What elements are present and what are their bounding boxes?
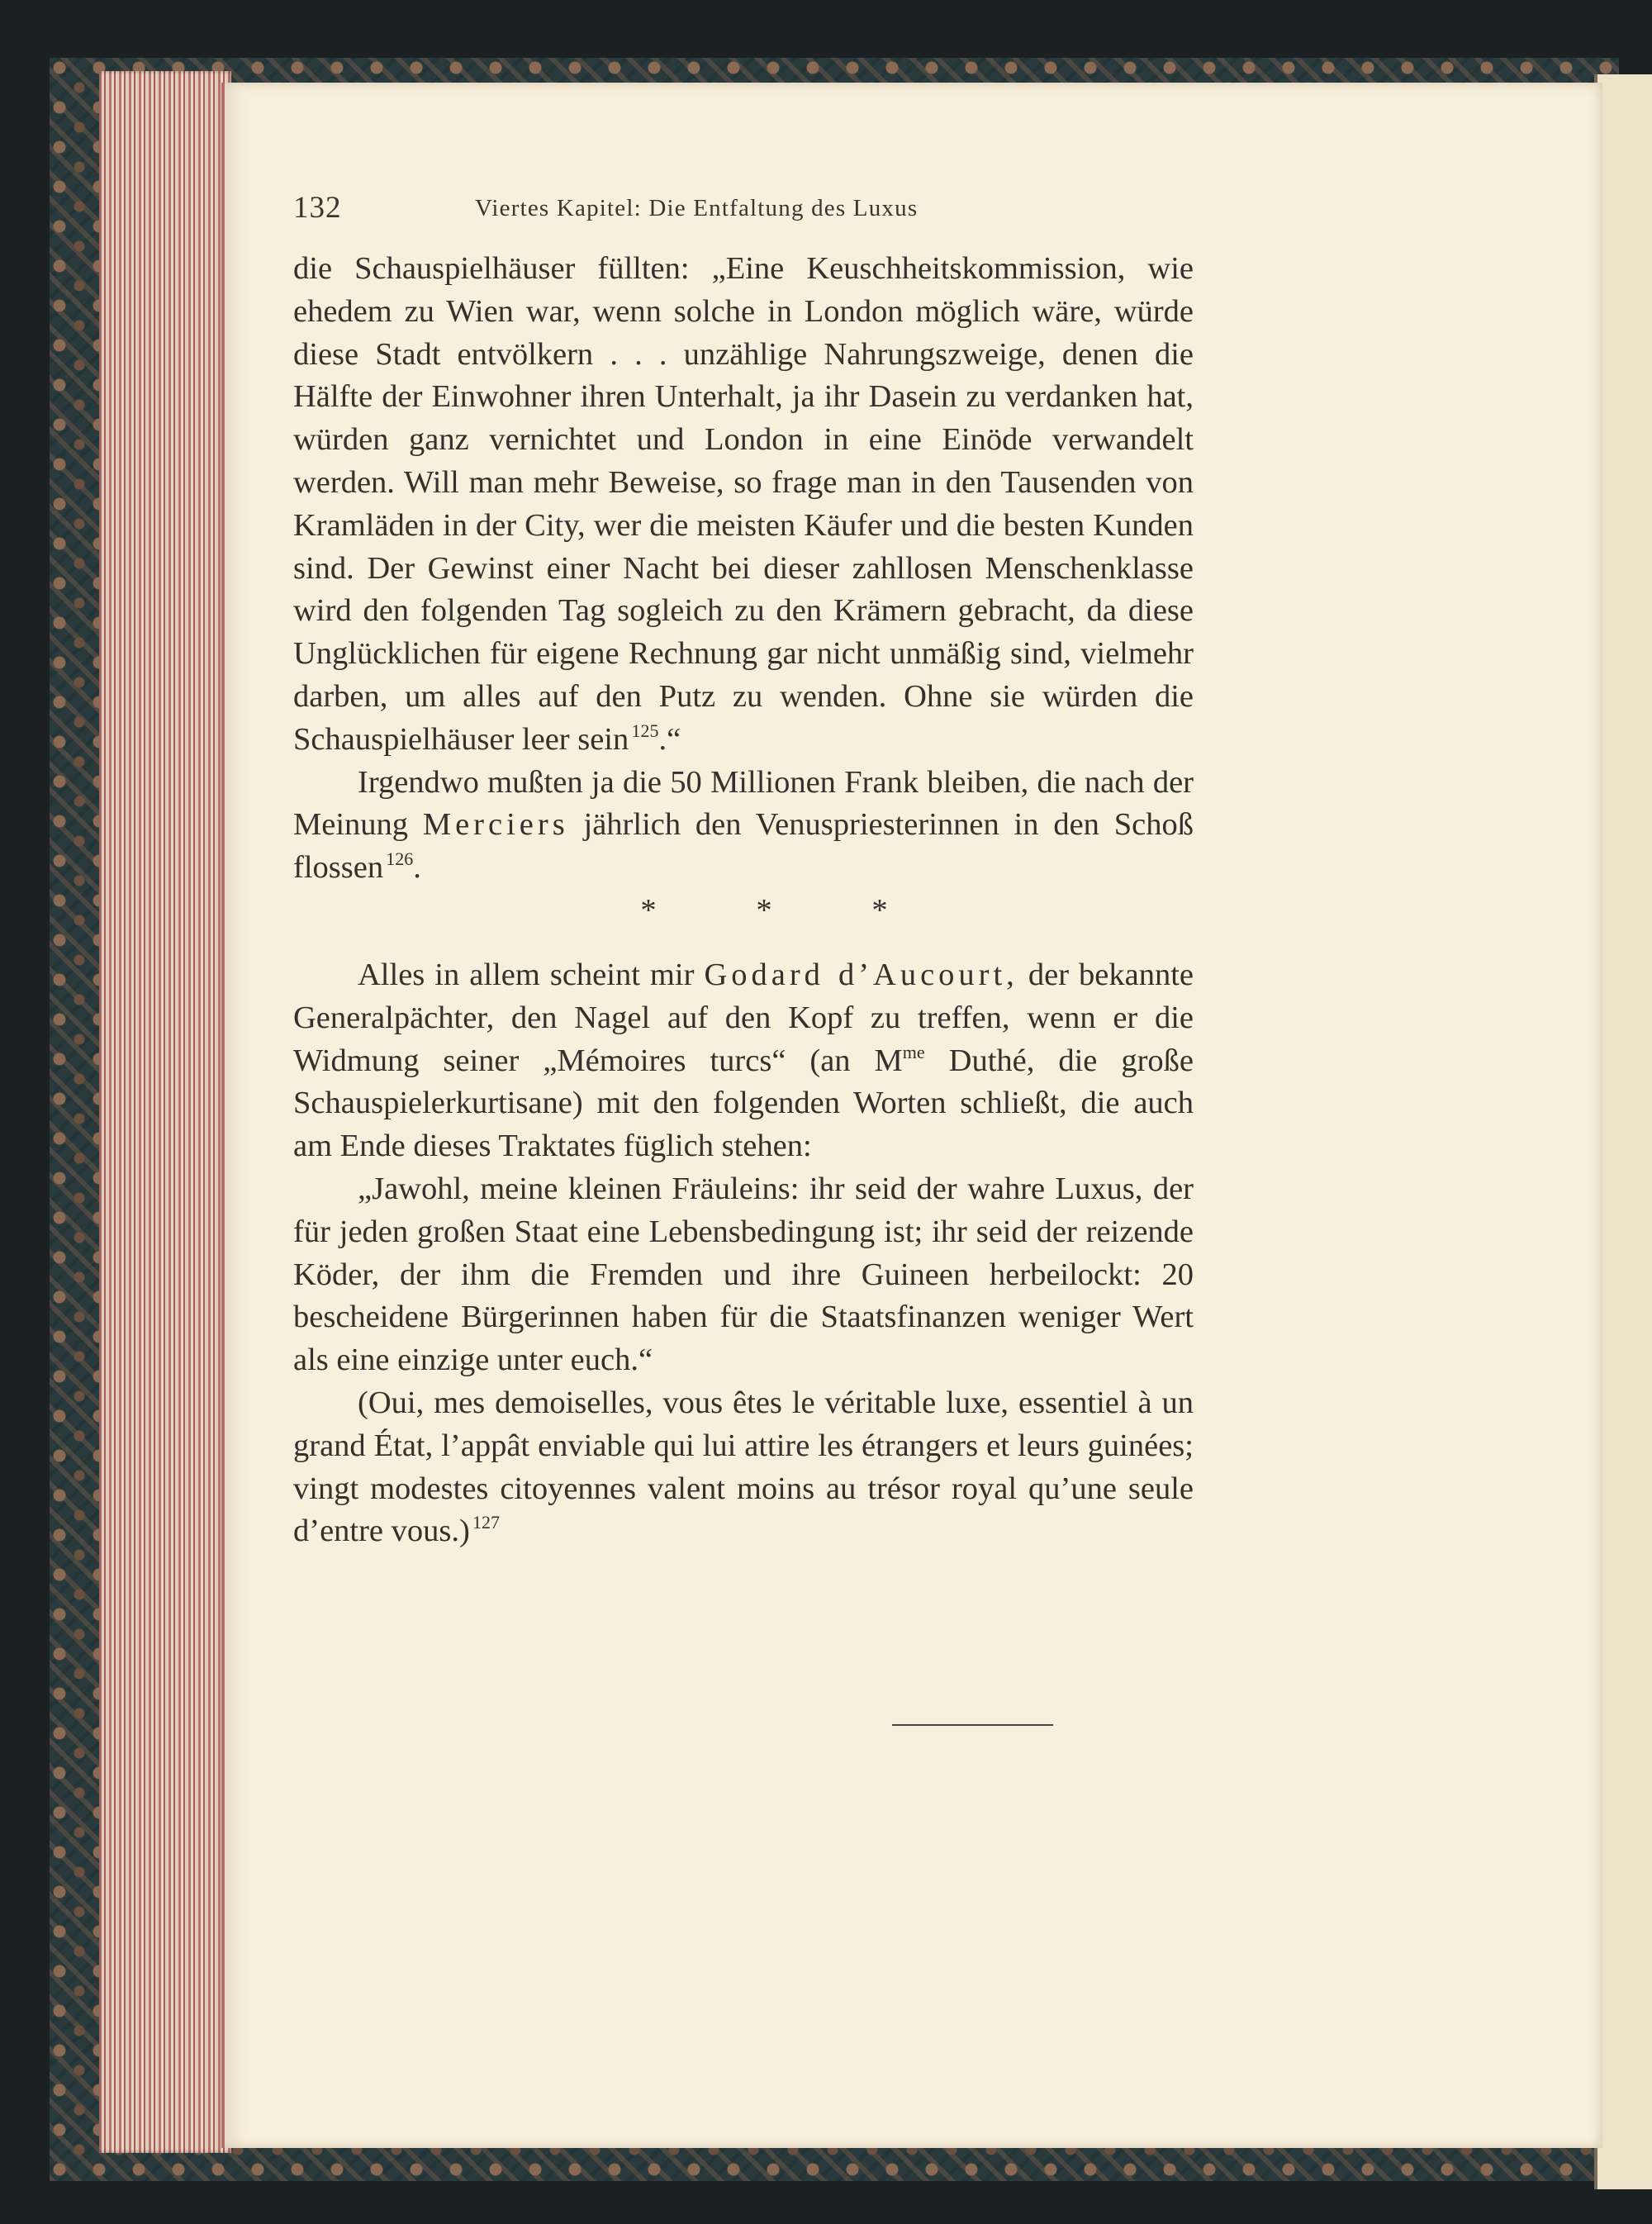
paragraph-text: (Oui, mes demoiselles, vous êtes le véritable luxe, essentiel à un grand État, l’appât enviable qui lui attire les étrangers et leurs guinées; vingt modestes citoyennes valent moins au trésor royal qu’une seule d’entre vous.) [293,1385,1194,1549]
paragraph-text: „Jawohl, meine kleinen Fräuleins: ihr seid der wahre Luxus, der für jeden großen Staat eine Lebensbedingung ist; ihr seid der reizende Köder, der ihm die Fremden und ihre Guineen herbeilockt: 20 bescheidene Bürgerinnen haben für die Staatsfinanzen weniger Wert als eine einzige unter euch.“ [293,1171,1194,1378]
superscript: me [902,1041,925,1062]
asterisk: * [871,892,888,928]
section-separator [293,890,1194,933]
paragraph-text: die Schauspielhäuser füllten: „Eine Keuschheitskommission, wie ehedem zu Wien war, wenn solche in London möglich wäre, würde diese Stadt entvölkern . . . unzählige Nahrungszweige, denen die Hälfte der Einwohner ihren Unterhalt, ja ihr Dasein zu verdanken hat, würden ganz vernichtet und London in eine Einöde verwandelt werden. Will man mehr Beweise, so frage man in den Tausenden von Kramläden in der City, wer die meisten Käufer und die besten Kunden sind. Der Gewinst einer Nacht bei dieser zahllosen Menschenklasse wird den folgenden Tag sogleich zu den Krämern gebracht, da diese Unglücklichen für eigene Rechnung gar nicht unmäßig sind, vielmehr darben, um alles auf den Putz zu wenden. Ohne sie würden die Schauspielhäuser leer sein [293,251,1194,757]
adjacent-page-edge [1594,74,1652,2189]
footnote-ref: 125 [631,720,659,741]
footnote-ref: 126 [386,848,414,870]
paragraph-text: der bekannte Generalpächter, den Nagel auf den Kopf zu treffen, wenn er die Widmung seiner „Mémoires turcs“ (an M [293,957,1194,1078]
page-number: 132 [293,191,342,225]
paragraph [293,762,1194,890]
quote-close: .“ [658,721,681,757]
paragraph-text: Irgendwo mußten ja die 50 Millionen Frank bleiben, die nach der Meinung [293,764,1194,843]
asterisk: * [756,892,772,928]
paragraph [293,1382,1194,1553]
spaced-name: Merciers [422,807,569,843]
spaced-name: Godard d’Aucourt, [704,957,1018,992]
page-text [293,248,1194,1553]
running-header [293,188,1194,230]
page-edges [99,71,231,2153]
footnote-ref: 127 [472,1512,501,1533]
period: . [413,850,421,886]
paragraph [293,1168,1194,1382]
end-rule [892,1724,1053,1726]
running-title: Viertes Kapitel: Die Entfaltung des Luxus [475,195,919,221]
paragraph [293,248,1194,762]
paragraph-text: jährlich den Venuspriesterinnen in den Schoß flossen [293,807,1194,886]
paragraph-text: Duthé, die große Schauspielerkurtisane) mit den folgenden Worten schließt, die auch am Ende dieses Traktates füglich stehen: [293,1043,1194,1164]
paragraph [293,954,1194,1168]
paragraph-text: Alles in allem scheint mir [358,957,695,992]
asterisk: * [640,892,657,928]
